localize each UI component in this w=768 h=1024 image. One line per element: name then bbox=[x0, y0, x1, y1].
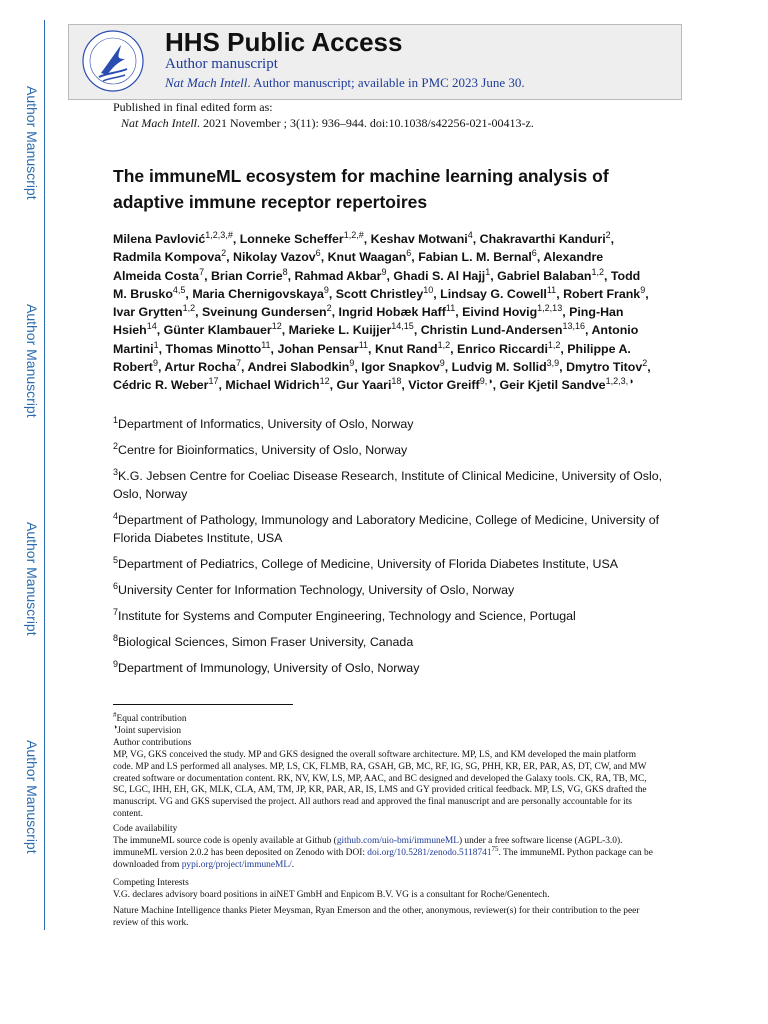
footnote-equal bbox=[113, 710, 658, 726]
author bbox=[563, 284, 646, 301]
author-name: Maria Chernigovskaya bbox=[192, 286, 324, 301]
author-name: Ghadi S. Al Hajj bbox=[393, 268, 486, 283]
affiliation-number: 3 bbox=[113, 466, 119, 477]
author bbox=[113, 378, 219, 392]
author bbox=[456, 339, 561, 356]
availability-line bbox=[165, 75, 525, 91]
affiliation-text: Department of Informatics, University of Oslo, Norway bbox=[118, 417, 414, 431]
author bbox=[113, 229, 233, 246]
author-affiliation-marks: 6 bbox=[531, 248, 537, 259]
author-name: Marieke L. Kuijjer bbox=[288, 323, 392, 338]
author-name: Gabriel Balaban bbox=[497, 268, 592, 283]
author-affiliation-marks: 6 bbox=[315, 248, 321, 259]
affiliation bbox=[113, 607, 663, 625]
author bbox=[462, 305, 562, 319]
header-title: HHS Public Access bbox=[165, 27, 403, 57]
author bbox=[289, 323, 414, 337]
author bbox=[566, 357, 648, 375]
author-name: Todd M. Brusko bbox=[113, 268, 641, 301]
paper-title: The immuneML ecosystem for machine learning analysis of adaptive immune receptor repertoires bbox=[113, 166, 609, 212]
sidebar-rule bbox=[44, 20, 45, 930]
author-name: Ping-Han Hsieh bbox=[113, 305, 624, 338]
author-name: Enrico Riccardi bbox=[456, 341, 548, 356]
contributions-heading: Author contributions bbox=[113, 738, 192, 748]
author bbox=[165, 339, 271, 356]
sidebar-label: Author Manuscript bbox=[24, 86, 40, 200]
author-affiliation-marks: 9 bbox=[640, 284, 646, 295]
author-affiliation-marks: 4,5 bbox=[172, 284, 186, 295]
author-name: Fabian L. M. Bernal bbox=[418, 250, 532, 265]
author-affiliation-marks: 10 bbox=[423, 284, 434, 295]
author-list: Milena Pavlović$^{1,2,3,\#}$, Lonneke Scheffer$^{1,2,\#}$, Keshav Motwani$^4$, Chakravarthi Kanduri$^2$, Radmila Kompova$^2$, Nikolay Vazov$^6$, Knut Waagan$^6$, Fabian L. M. Bernal$^6$, Alexandre Almeida Costa$^7$, Brian Corrie$^8$, Rahmad Akbar$^9$, Ghadi S. Al Hajj$^1$, Gabriel Balaban$^{1,2}$, Todd M. Brusko$^{4,5}$, Maria Chernigovskaya$^9$, Scott Christley$^{10}$, Lindsay G. Cowell$^{11}$, Robert Frank$^9$, Ivar Grytten$^{1,2}$, Sveinung Gundersen$^2$, Ingrid Hobæk Haff$^{11}$, Eivind Hovig$^{1,2,13}$, Ping-Han Hsieh$^{14}$, Günter Klambauer$^{12}$, Marieke L. Kuijjer$^{14,15}$, Christin Lund-Andersen$^{13,16}$, Antonio Martini$^1$, Thomas Minotto$^{11}$, Johan Pensar$^{11}$, Knut Rand$^{1,2}$, Enrico Riccardi$^{1,2}$, Philippe A. Robert$^9$, Artur Rocha$^7$, Andrei Slabodkin$^9$, Igor Snapkov$^9$, Ludvig M. Sollid$^{3,9}$, Dmytro Titov$^2$, Cédric R. Weber$^{17}$, Michael Widrich$^{12}$, Gur Yaari$^{18}$, Victor Greiff$^{9,◑}$, Geir Kjetil Sandve$^{1,2,3,◑}$ bbox=[113, 229, 651, 393]
author-affiliation-marks: 14 bbox=[146, 321, 157, 332]
author-affiliation-marks: 1 bbox=[153, 339, 159, 350]
competing-text: V.G. declares advisory board positions in aiNET GmbH and Enpicom B.V. VG is a consultant for Roche/Genentech. bbox=[113, 890, 550, 900]
author-affiliation-marks: 1,2 bbox=[547, 339, 561, 350]
author-affiliation-marks: 9 bbox=[323, 284, 329, 295]
code-text-part: . The immuneML Python package can be downloaded from bbox=[113, 847, 653, 870]
affiliation bbox=[113, 581, 663, 599]
author-name: Eivind Hovig bbox=[462, 305, 538, 320]
author-name: Artur Rocha bbox=[164, 360, 236, 375]
author-affiliation-marks: 4 bbox=[467, 229, 473, 240]
author-name: Thomas Minotto bbox=[165, 341, 262, 356]
sidebar-label: Author Manuscript bbox=[24, 304, 40, 418]
affiliation-text: Centre for Bioinformatics, University of Oslo, Norway bbox=[118, 443, 408, 457]
author bbox=[497, 266, 604, 283]
competing-heading: Competing Interests bbox=[113, 878, 189, 888]
footnote-mark: # bbox=[113, 710, 117, 719]
author bbox=[247, 357, 355, 375]
footnote-text: Joint supervision bbox=[117, 726, 182, 736]
author bbox=[328, 250, 412, 264]
hhs-seal-logo bbox=[81, 29, 145, 93]
author bbox=[440, 284, 557, 301]
reference-number: 75 bbox=[491, 844, 499, 853]
author bbox=[451, 357, 560, 375]
author-affiliation-marks: 2 bbox=[642, 357, 648, 368]
author-name: Geir Kjetil Sandve bbox=[499, 378, 606, 393]
author-affiliation-marks: 1,2,3,# bbox=[205, 229, 233, 240]
published-citation bbox=[121, 116, 534, 131]
author-affiliation-marks: 1,2,# bbox=[343, 229, 364, 240]
footnote-rule bbox=[113, 704, 293, 705]
author-affiliation-marks: 12 bbox=[319, 376, 330, 387]
author-name: Rahmad Akbar bbox=[294, 268, 382, 283]
author-name: Christin Lund-Andersen bbox=[420, 323, 563, 338]
author-name: Michael Widrich bbox=[225, 378, 320, 393]
affiliation-number: 8 bbox=[113, 632, 119, 643]
author-affiliation-marks: 2 bbox=[221, 248, 227, 259]
author-affiliation-marks: 9 bbox=[349, 357, 355, 368]
author bbox=[294, 266, 387, 283]
author-name: Knut Waagan bbox=[327, 250, 407, 265]
author bbox=[113, 305, 195, 319]
author-name: Brian Corrie bbox=[210, 268, 283, 283]
citation-text: . 2021 November ; 3(11): 936–944. doi:10.1038/s42256-021-00413-z. bbox=[196, 116, 534, 130]
affiliation bbox=[113, 441, 663, 459]
author-affiliation-marks: 1,2,13 bbox=[537, 303, 563, 314]
author bbox=[418, 250, 537, 264]
author-affiliation-marks: 11 bbox=[445, 303, 456, 314]
author bbox=[408, 378, 492, 392]
author-name: Keshav Motwani bbox=[370, 232, 468, 246]
author-affiliation-marks: 6 bbox=[406, 248, 412, 259]
author-affiliation-marks: 11 bbox=[358, 339, 369, 350]
sidebar-label: Author Manuscript bbox=[24, 740, 40, 854]
author-name: Victor Greiff bbox=[408, 378, 480, 393]
author-affiliation-marks: 12 bbox=[271, 321, 282, 332]
author bbox=[393, 266, 491, 283]
affiliation-number: 4 bbox=[113, 510, 119, 521]
affiliation bbox=[113, 415, 663, 433]
author-affiliation-marks: 2 bbox=[605, 229, 611, 240]
author-name: Knut Rand bbox=[374, 341, 438, 356]
code-text-part: . bbox=[291, 859, 295, 870]
affiliation-number: 2 bbox=[113, 440, 119, 451]
code-text-part: ) under a free software license (AGPL-3.0). immuneML version 2.0.2 has been deposited on Zenodo with DOI: bbox=[113, 836, 623, 858]
author bbox=[337, 378, 402, 392]
author bbox=[421, 323, 585, 337]
author-name: Igor Snapkov bbox=[361, 360, 440, 375]
affiliation-number: 1 bbox=[113, 414, 119, 425]
author-affiliation-marks: 8 bbox=[282, 266, 288, 277]
author-name: Lonneke Scheffer bbox=[239, 232, 344, 246]
author-name: Günter Klambauer bbox=[163, 323, 272, 338]
header-subtitle: Author manuscript bbox=[165, 56, 278, 72]
author-name: Philippe A. Robert bbox=[113, 341, 631, 375]
zenodo-doi-link[interactable]: doi.org/10.5281/zenodo.5118741 bbox=[367, 847, 492, 858]
author bbox=[202, 305, 332, 319]
author-name: Lindsay G. Cowell bbox=[440, 286, 547, 301]
code-heading: Code availability bbox=[113, 824, 178, 834]
author-name: Nikolay Vazov bbox=[233, 250, 316, 265]
author-name: Dmytro Titov bbox=[566, 360, 643, 375]
affiliation-text: Institute for Systems and Computer Engineering, Technology and Science, Portugal bbox=[118, 609, 576, 623]
pypi-link[interactable]: pypi.org/project/immuneML/ bbox=[181, 859, 292, 870]
author-name: Milena Pavlović bbox=[113, 232, 206, 246]
author bbox=[239, 229, 364, 246]
affiliation bbox=[113, 555, 663, 573]
author-name: Antonio Martini bbox=[113, 323, 639, 356]
author-affiliation-marks: 1,2,3,◑ bbox=[605, 376, 634, 387]
affiliation-number: 7 bbox=[113, 606, 119, 617]
author-name: Radmila Kompova bbox=[113, 250, 222, 265]
review-thanks: Nature Machine Intelligence thanks Pieter Meysman, Ryan Emerson and the other, anonymous, reviewer(s) for their contribution to the peer review of this work. bbox=[113, 906, 640, 928]
author-affiliation-marks: 1,2 bbox=[182, 303, 196, 314]
author-affiliation-marks: 9 bbox=[381, 266, 387, 277]
author-affiliation-marks: 1,2 bbox=[591, 266, 604, 277]
author-affiliation-marks: 1,2 bbox=[437, 339, 451, 350]
author bbox=[370, 229, 473, 246]
hhs-header bbox=[68, 24, 682, 100]
author bbox=[164, 323, 282, 337]
availability-text: . Author manuscript; available in PMC 2023 June 30. bbox=[247, 75, 525, 90]
contributions-text: MP, VG, GKS conceived the study. MP and GKS designed the overall software architecture. MP, LS, and KM developed the main platform code. MP and LS performed all analyses. MP, LS, CK, FLMB, RA, GSAH, GB, MC, RF, IG, SG, PHH, KR, ER, PAR, AS, DT, CW, and MW created software or documentation content. RK, NV, KW, LS, MP, AAC, and BC designed and developed the Galaxy tools. CK, RA, TB, MC, SC, LGC, IHH, EH, GK, MLK, CLA, AM, TM, JP, KR, PAR, AR, IS, LMS and GY provided critical feedback. MP, LS, VG, GKS drafted the manuscript. VG and GKS supervised the project. All authors read and approved the final manuscript and are personally accountable for its content. bbox=[113, 750, 647, 819]
affiliation-text: Biological Sciences, Simon Fraser University, Canada bbox=[118, 635, 414, 649]
published-label: Published in final edited form as: bbox=[113, 100, 273, 114]
author bbox=[192, 284, 329, 301]
author bbox=[374, 339, 451, 356]
affiliation-text: Department of Immunology, University of Oslo, Norway bbox=[118, 661, 420, 675]
journal-name: Nat Mach Intell bbox=[165, 75, 248, 90]
author-name: Andrei Slabodkin bbox=[247, 360, 350, 375]
affiliation-number: 5 bbox=[113, 554, 119, 565]
author bbox=[113, 250, 226, 264]
author-affiliation-marks: 9 bbox=[439, 357, 445, 368]
author-name: Chakravarthi Kanduri bbox=[479, 232, 606, 246]
author-name: Ludvig M. Sollid bbox=[451, 360, 547, 375]
affiliation-number: 6 bbox=[113, 580, 119, 591]
author bbox=[500, 378, 634, 392]
citation-journal: Nat Mach Intell bbox=[121, 116, 197, 130]
author-affiliation-marks: 1 bbox=[485, 266, 491, 277]
author bbox=[277, 339, 369, 356]
author-affiliation-marks: 11 bbox=[261, 339, 271, 350]
author-name: Gur Yaari bbox=[336, 378, 392, 393]
author bbox=[335, 284, 434, 301]
author-name: Johan Pensar bbox=[277, 341, 359, 356]
author bbox=[210, 266, 288, 283]
author-affiliation-marks: 3,9 bbox=[546, 357, 560, 368]
author-name: Scott Christley bbox=[335, 286, 424, 301]
code-text-part: The immuneML source code is openly available at Github ( bbox=[113, 836, 337, 846]
author-affiliation-marks: 11 bbox=[546, 284, 557, 295]
author bbox=[233, 250, 321, 264]
author-affiliation-marks: 13,16 bbox=[562, 321, 586, 332]
sidebar-label: Author Manuscript bbox=[24, 522, 40, 636]
author-affiliation-marks: 17 bbox=[208, 376, 219, 387]
affiliation bbox=[113, 659, 663, 677]
author-name: Ivar Grytten bbox=[113, 305, 183, 320]
code-text bbox=[113, 836, 658, 871]
author-affiliation-marks: 9 bbox=[152, 357, 158, 368]
affiliation-text: University Center for Information Technology, University of Oslo, Norway bbox=[118, 583, 515, 597]
author bbox=[164, 357, 242, 375]
author-affiliation-marks: 18 bbox=[391, 376, 402, 387]
author-name: Alexandre Almeida Costa bbox=[113, 250, 604, 283]
author-name: Ingrid Hobæk Haff bbox=[338, 305, 446, 320]
author bbox=[339, 305, 456, 319]
affiliation bbox=[113, 633, 663, 651]
affiliation-text: Department of Pediatrics, College of Medicine, University of Florida Diabetes Institute, USA bbox=[118, 557, 618, 571]
author-name: Robert Frank bbox=[563, 286, 641, 301]
author bbox=[479, 229, 611, 246]
author bbox=[361, 357, 445, 375]
author-name: Sveinung Gundersen bbox=[201, 305, 327, 320]
author-affiliation-marks: 2 bbox=[326, 303, 332, 314]
author bbox=[225, 378, 329, 392]
footnote-mark: ◑ bbox=[113, 722, 118, 731]
author-affiliation-marks: 14,15 bbox=[391, 321, 414, 332]
author-affiliation-marks: 7 bbox=[199, 266, 205, 277]
github-link[interactable]: github.com/uio-bmi/immuneML bbox=[336, 836, 459, 846]
affiliation-text: Department of Pathology, Immunology and Laboratory Medicine, College of Medicine, University of Florida Diabetes Institute, USA bbox=[113, 513, 660, 545]
author-affiliation-marks: 9,◑ bbox=[479, 376, 493, 387]
author-name: Cédric R. Weber bbox=[113, 378, 209, 393]
affiliation-number: 9 bbox=[113, 658, 119, 669]
affiliation bbox=[113, 467, 663, 503]
author-affiliation-marks: 7 bbox=[236, 357, 242, 368]
footnote-joint bbox=[113, 722, 658, 738]
footnote-text: Equal contribution bbox=[116, 714, 187, 724]
affiliation bbox=[113, 511, 663, 547]
affiliation-text: K.G. Jebsen Centre for Coeliac Disease Research, Institute of Clinical Medicine, University of Oslo, Oslo, Norway bbox=[113, 469, 663, 501]
